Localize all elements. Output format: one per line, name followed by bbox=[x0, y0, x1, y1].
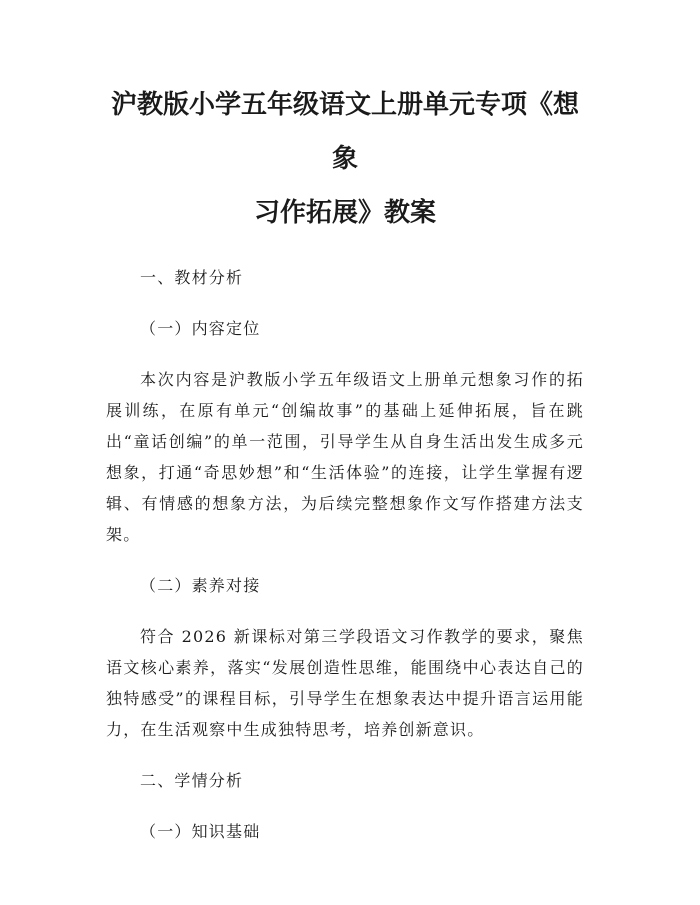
title-line-2: 习作拓展》教案 bbox=[253, 198, 436, 228]
paragraph-content-positioning: 本次内容是沪教版小学五年级语文上册单元想象习作的拓展训练，在原有单元“创编故事”的基础上延伸拓展，旨在跳出“童话创编”的单一范围，引导学生从自身生活出发生成多元想象，打通“奇思妙想”和“生活体验”的连接，让学生掌握有逻辑、有情感的想象方法，为后续完整想象作文写作搭建方法支架。 bbox=[106, 370, 584, 544]
section-heading-learner-analysis: 二、学情分析 bbox=[140, 771, 244, 790]
section-heading-textbook-analysis: 一、教材分析 bbox=[140, 268, 244, 287]
subsection-heading-knowledge-base: （一）知识基础 bbox=[140, 822, 261, 841]
title-line-1: 沪教版小学五年级语文上册单元专项《想象 bbox=[110, 90, 579, 174]
document-title bbox=[106, 78, 584, 240]
paragraph-literacy-alignment: 符合 2026 新课标对第三学段语文习作教学的要求，聚焦语文核心素养，落实“发展创造性思维，能围绕中心表达自己的独特感受”的课程目标，引导学生在想象表达中提升语言运用能力，在生活观察中生成独特思考，培养创新意识。 bbox=[106, 627, 584, 739]
subsection-heading-content-positioning: （一）内容定位 bbox=[140, 319, 261, 338]
document-body bbox=[106, 262, 584, 847]
subsection-heading-literacy-alignment: （二）素养对接 bbox=[140, 576, 261, 595]
